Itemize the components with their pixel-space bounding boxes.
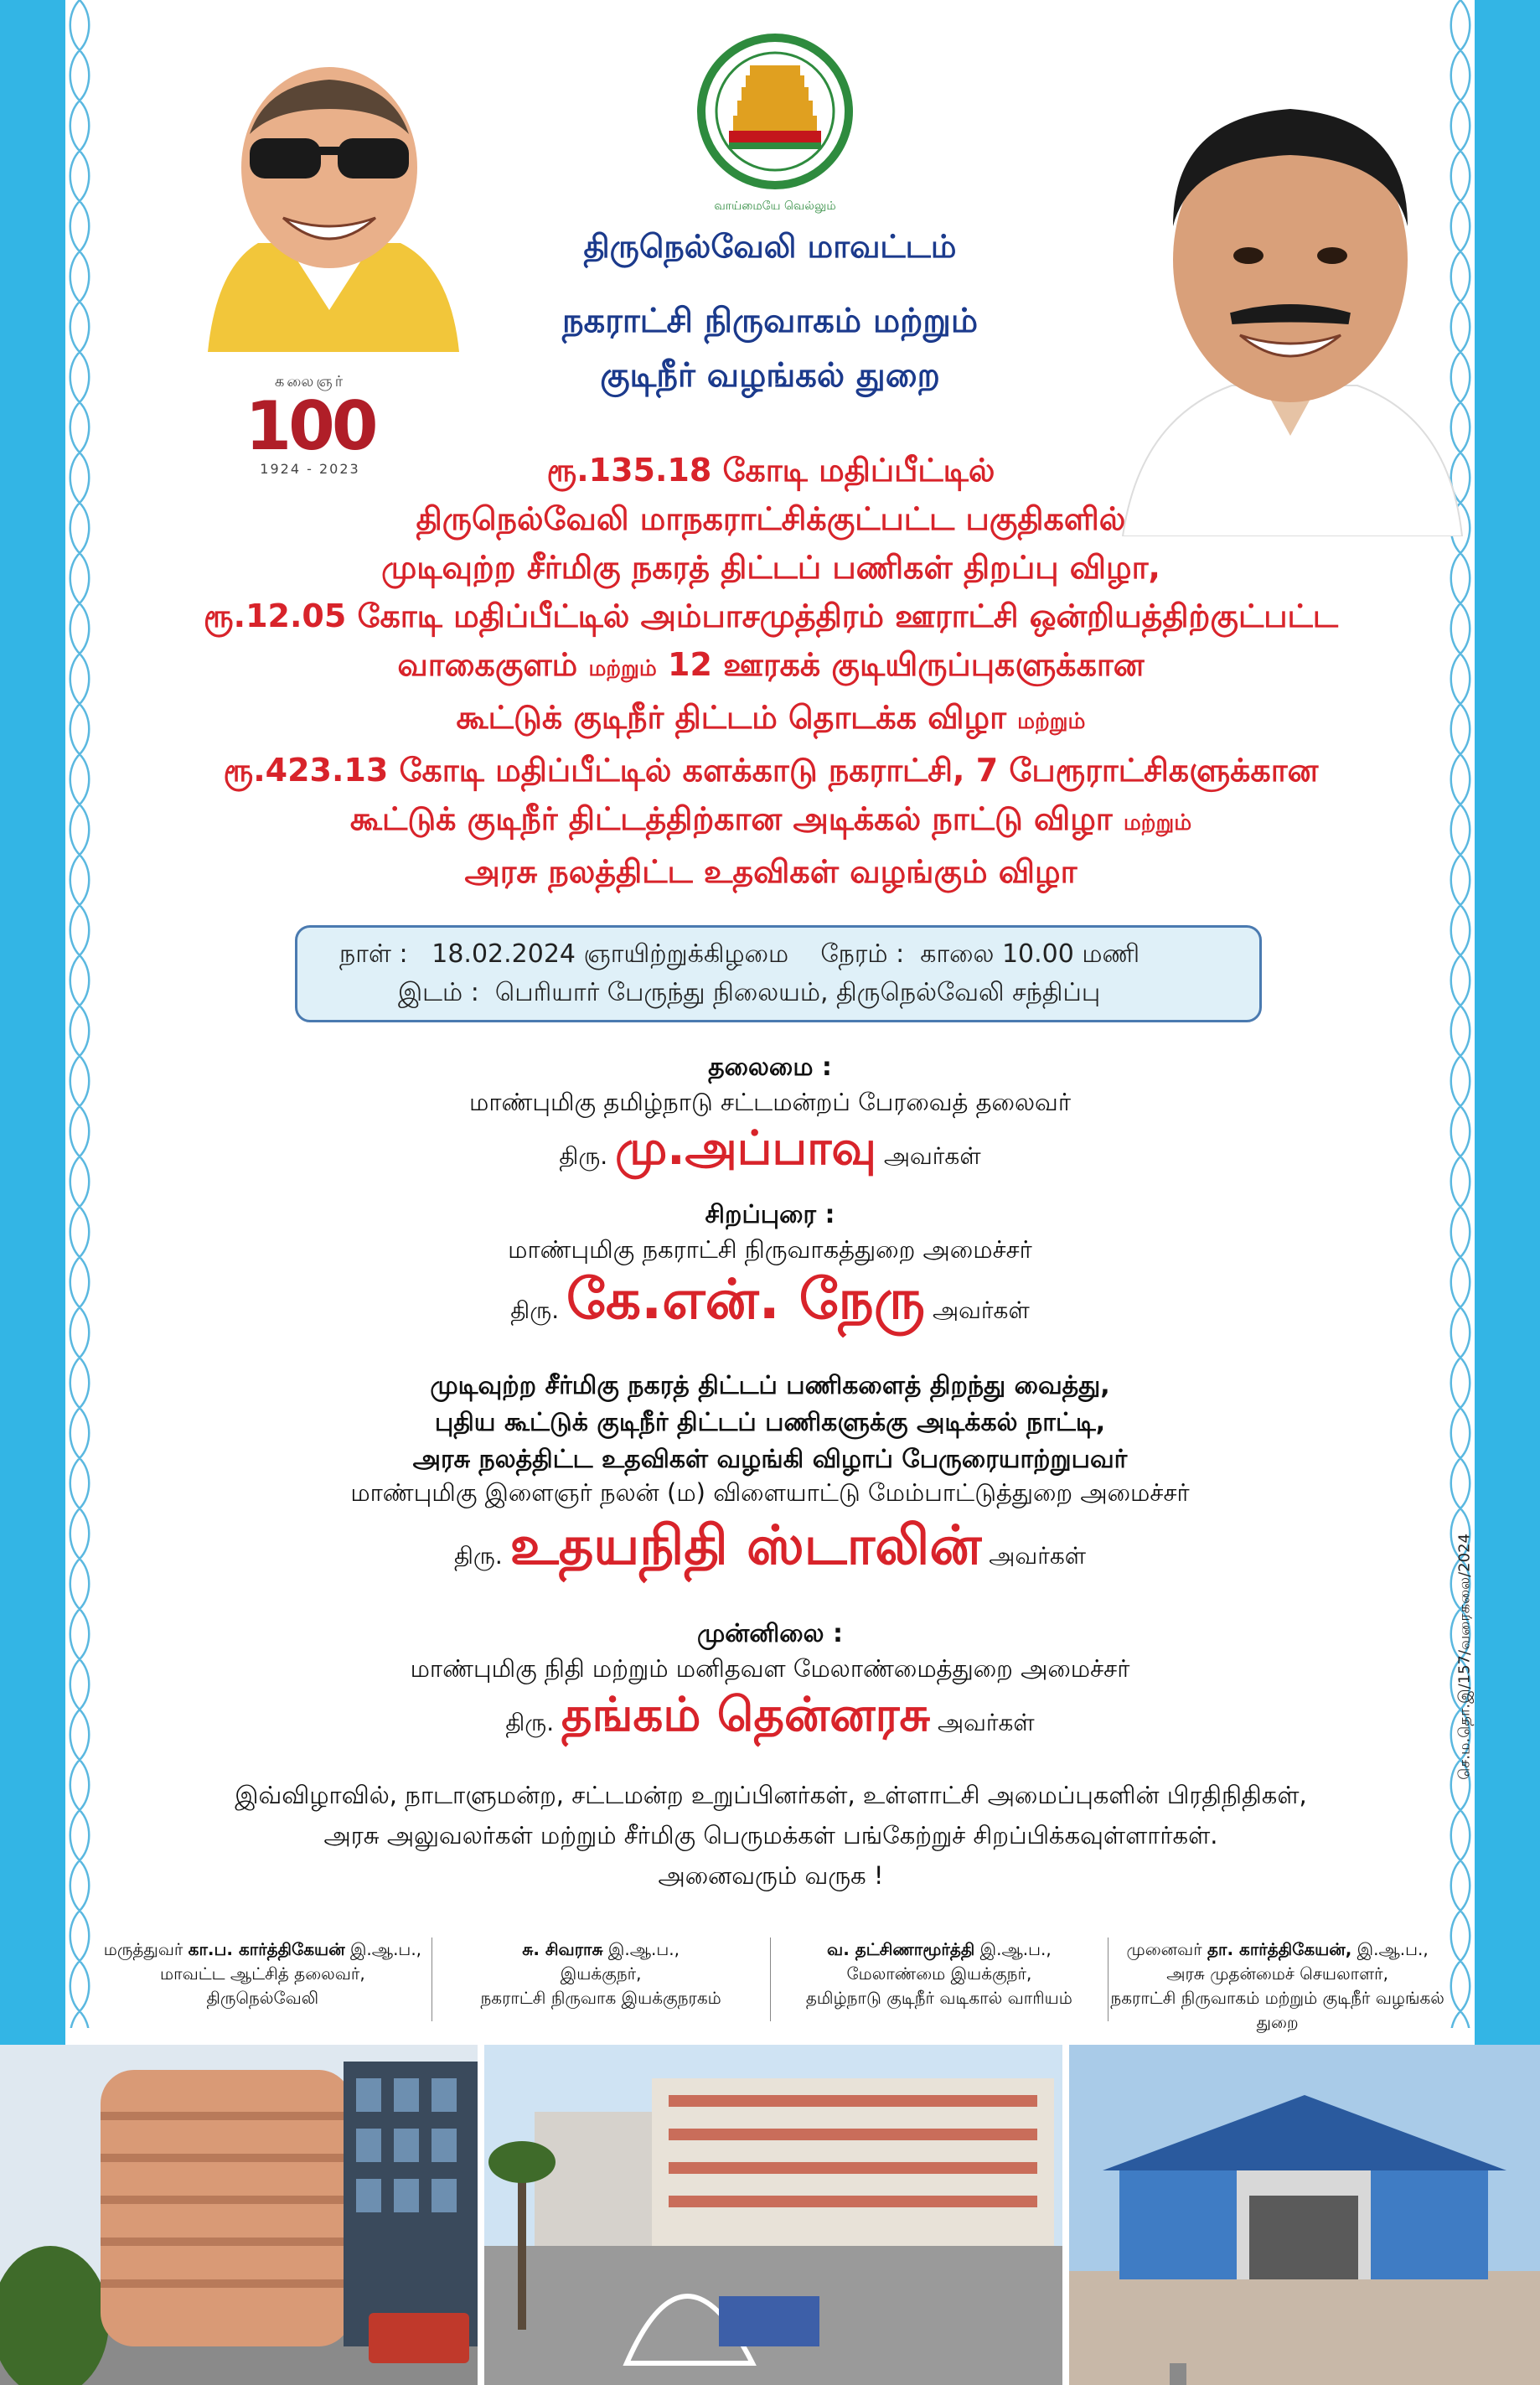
centenary-number: 100 — [245, 387, 375, 465]
presence-name-row — [0, 1688, 1540, 1748]
signatory-suffix: இ.ஆ.ப., — [1357, 1939, 1429, 1959]
venue-row — [398, 978, 1100, 1011]
event-line-8a: கூட்டுக் குடிநீர் திட்டத்திற்கான அடிக்கல் நாட்டு விழா — [349, 800, 1113, 837]
signatory-place: நகராட்சி நிருவாகம் மற்றும் குடிநீர் வழங்கல் துறை — [1110, 1988, 1444, 2032]
special-address-label: சிறப்புரை : — [705, 1200, 835, 1229]
invitation-text — [117, 1775, 1424, 1896]
publication-code: செ.ம.தொ.இ/157/வரைகலை/2024 — [1456, 1534, 1474, 1780]
chief-guest-role: மாண்புமிகு இளைஞர் நலன் (ம) விளையாட்டு மேம்பாட்டுத்துறை அமைச்சர் — [350, 1478, 1190, 1507]
signatory-place: நகராட்சி நிருவாக இயக்குநரகம் — [480, 1988, 721, 2008]
event-description — [201, 446, 1341, 896]
event-line-6-join: மற்றும் — [1017, 709, 1086, 734]
event-line-8 — [201, 794, 1341, 847]
signatory — [94, 1937, 432, 2021]
invitation-line-3: அனைவரும் வருக ! — [658, 1861, 884, 1890]
invitation-line-2: அரசு அலுவலர்கள் மற்றும் சீர்மிகு பெருமக்கள் பங்கேற்றுச் சிறப்பிக்கவுள்ளார்கள். — [323, 1821, 1218, 1850]
emblem-motto: வாய்மையே வெல்லும் — [714, 199, 836, 213]
signatory — [1108, 1937, 1446, 2032]
date-venue-box — [295, 925, 1262, 1022]
chief-guest-line-1: முடிவுற்ற சீர்மிகு நகரத் திட்டப் பணிகளைத் திறந்து வைத்து, — [430, 1371, 1110, 1400]
chief-guest-name: உதயநிதி ஸ்டாலின் — [509, 1515, 982, 1577]
signatories — [94, 1937, 1446, 2032]
presence-role: மாண்புமிகு நிதி மற்றும் மனிதவள மேலாண்மைத்துறை அமைச்சர் — [410, 1654, 1130, 1683]
signatory-name: வ. தட்சிணாமூர்த்தி — [827, 1939, 975, 1959]
presiding-role: மாண்புமிகு தமிழ்நாடு சட்டமன்றப் பேரவைத் தலைவர் — [469, 1088, 1071, 1116]
signatory-suffix: இ.ஆ.ப., — [979, 1939, 1052, 1959]
event-line-2: திருநெல்வேலி மாநகராட்சிக்குட்பட்ட பகுதிகளில் — [416, 500, 1126, 537]
department-line-1: நகராட்சி நிருவாகம் மற்றும் — [561, 302, 978, 340]
presiding-label: தலைமை : — [708, 1053, 832, 1082]
chief-guest-description — [0, 1368, 1540, 1478]
date-label: நாள் : — [339, 939, 408, 969]
signatory-suffix: இ.ஆ.ப., — [349, 1939, 422, 1959]
event-line-4: ரூ.12.05 கோடி மதிப்பீட்டில் அம்பாசமுத்திரம் ஊராட்சி ஒன்றியத்திற்குட்பட்ட — [204, 598, 1338, 634]
presiding-suffix: அவர்கள் — [883, 1142, 981, 1170]
department-line-2: குடிநீர் வழங்கல் துறை — [600, 356, 940, 395]
signatory-title: முனைவர் — [1126, 1939, 1202, 1959]
bus-stand-building-photo — [0, 2045, 478, 2385]
signatory-name: சு. சிவராசு — [522, 1939, 603, 1959]
event-line-8-join: மற்றும் — [1123, 810, 1192, 836]
signatory-role: அரசு முதன்மைச் செயலாளர், — [1166, 1963, 1388, 1984]
event-line-3: முடிவுற்ற சீர்மிகு நகரத் திட்டப் பணிகள் திறப்பு விழா, — [381, 549, 1160, 586]
presiding-name-row — [0, 1121, 1540, 1182]
invitation-line-1: இவ்விழாவில், நாடாளுமன்ற, சட்டமன்ற உறுப்பினர்கள், உள்ளாட்சி அமைப்புகளின் பிரதிநிதிகள், — [235, 1781, 1307, 1809]
event-line-5b: 12 ஊரகக் குடியிருப்புகளுக்கான — [668, 646, 1145, 683]
venue-value: பெரியார் பேருந்து நிலையம், திருநெல்வேலி சந்திப்பு — [494, 978, 1101, 1007]
date-time-row — [339, 939, 1139, 972]
special-address-role: மாண்புமிகு நகராட்சி நிருவாகத்துறை அமைச்சர் — [508, 1235, 1032, 1264]
centenary-label: கலைஞர் — [274, 373, 346, 391]
signatory-name: கா.ப. கார்த்திகேயன் — [188, 1939, 345, 1959]
signatory-place: தமிழ்நாடு குடிநீர் வடிகால் வாரியம் — [805, 1988, 1072, 2008]
event-line-6 — [201, 693, 1341, 746]
presence-label: முன்னிலை : — [696, 1619, 844, 1648]
time-value: காலை 10.00 மணி — [920, 939, 1140, 969]
signatory — [771, 1937, 1109, 2021]
event-line-5a: வாகைகுளம் — [397, 646, 578, 683]
chief-guest-prefix: திரு. — [453, 1542, 503, 1570]
presiding-name: மு.அப்பாவு — [615, 1121, 876, 1176]
photo-strip — [0, 2045, 1540, 2385]
event-line-9: அரசு நலத்திட்ட உதவிகள் வழங்கும் விழா — [464, 853, 1077, 890]
centenary-years: 1924 - 2023 — [260, 461, 360, 477]
event-line-1: ரூ.135.18 கோடி மதிப்பீட்டில் — [546, 452, 995, 489]
signatory-role: மேலாண்மை இயக்குநர், — [846, 1963, 1032, 1984]
event-line-6a: கூட்டுக் குடிநீர் திட்டம் தொடக்க விழா — [456, 699, 1006, 736]
smart-city-complex-photo — [484, 2045, 1062, 2385]
chief-guest-name-row — [0, 1515, 1540, 1584]
auditorium-photo — [1069, 2045, 1540, 2385]
event-line-5 — [201, 640, 1341, 693]
signatory-title: மருத்துவர் — [103, 1939, 183, 1959]
presence-name: தங்கம் தென்னரசு — [561, 1688, 931, 1742]
special-address-name-row — [0, 1267, 1540, 1339]
time-label: நேரம் : — [820, 939, 905, 969]
event-line-7: ரூ.423.13 கோடி மதிப்பீட்டில் களக்காடு நகராட்சி, 7 பேரூராட்சிகளுக்கான — [223, 752, 1319, 789]
signatory-role: இயக்குநர், — [560, 1963, 642, 1984]
presence-prefix: திரு. — [505, 1709, 555, 1736]
presiding-prefix: திரு. — [559, 1142, 608, 1170]
venue-label: இடம் : — [398, 978, 479, 1007]
chief-guest-suffix: அவர்கள் — [989, 1542, 1087, 1570]
signatory-name: தா. கார்த்திகேயன், — [1207, 1939, 1352, 1959]
presence-suffix: அவர்கள் — [937, 1709, 1035, 1736]
signatory-suffix: இ.ஆ.ப., — [607, 1939, 680, 1959]
special-address-name: கே.என். நேரு — [566, 1267, 926, 1332]
district-title: திருநெல்வேலி மாவட்டம் — [583, 228, 957, 265]
special-address-prefix: திரு. — [510, 1296, 560, 1324]
signatory-role: மாவட்ட ஆட்சித் தலைவர், — [160, 1963, 365, 1984]
special-address-suffix: அவர்கள் — [932, 1296, 1030, 1324]
chief-guest-line-2: புதிய கூட்டுக் குடிநீர் திட்டப் பணிகளுக்கு அடிக்கல் நாட்டி, — [434, 1408, 1106, 1437]
signatory-place: திருநெல்வேலி — [206, 1988, 319, 2008]
date-value: 18.02.2024 ஞாயிற்றுக்கிழமை — [432, 939, 789, 969]
tamil-nadu-emblem — [695, 32, 855, 216]
chief-guest-line-3: அரசு நலத்திட்ட உதவிகள் வழங்கி விழாப் பேருரையாற்றுபவர் — [412, 1445, 1128, 1474]
event-line-5-join: மற்றும் — [588, 656, 657, 681]
signatory — [432, 1937, 771, 2021]
